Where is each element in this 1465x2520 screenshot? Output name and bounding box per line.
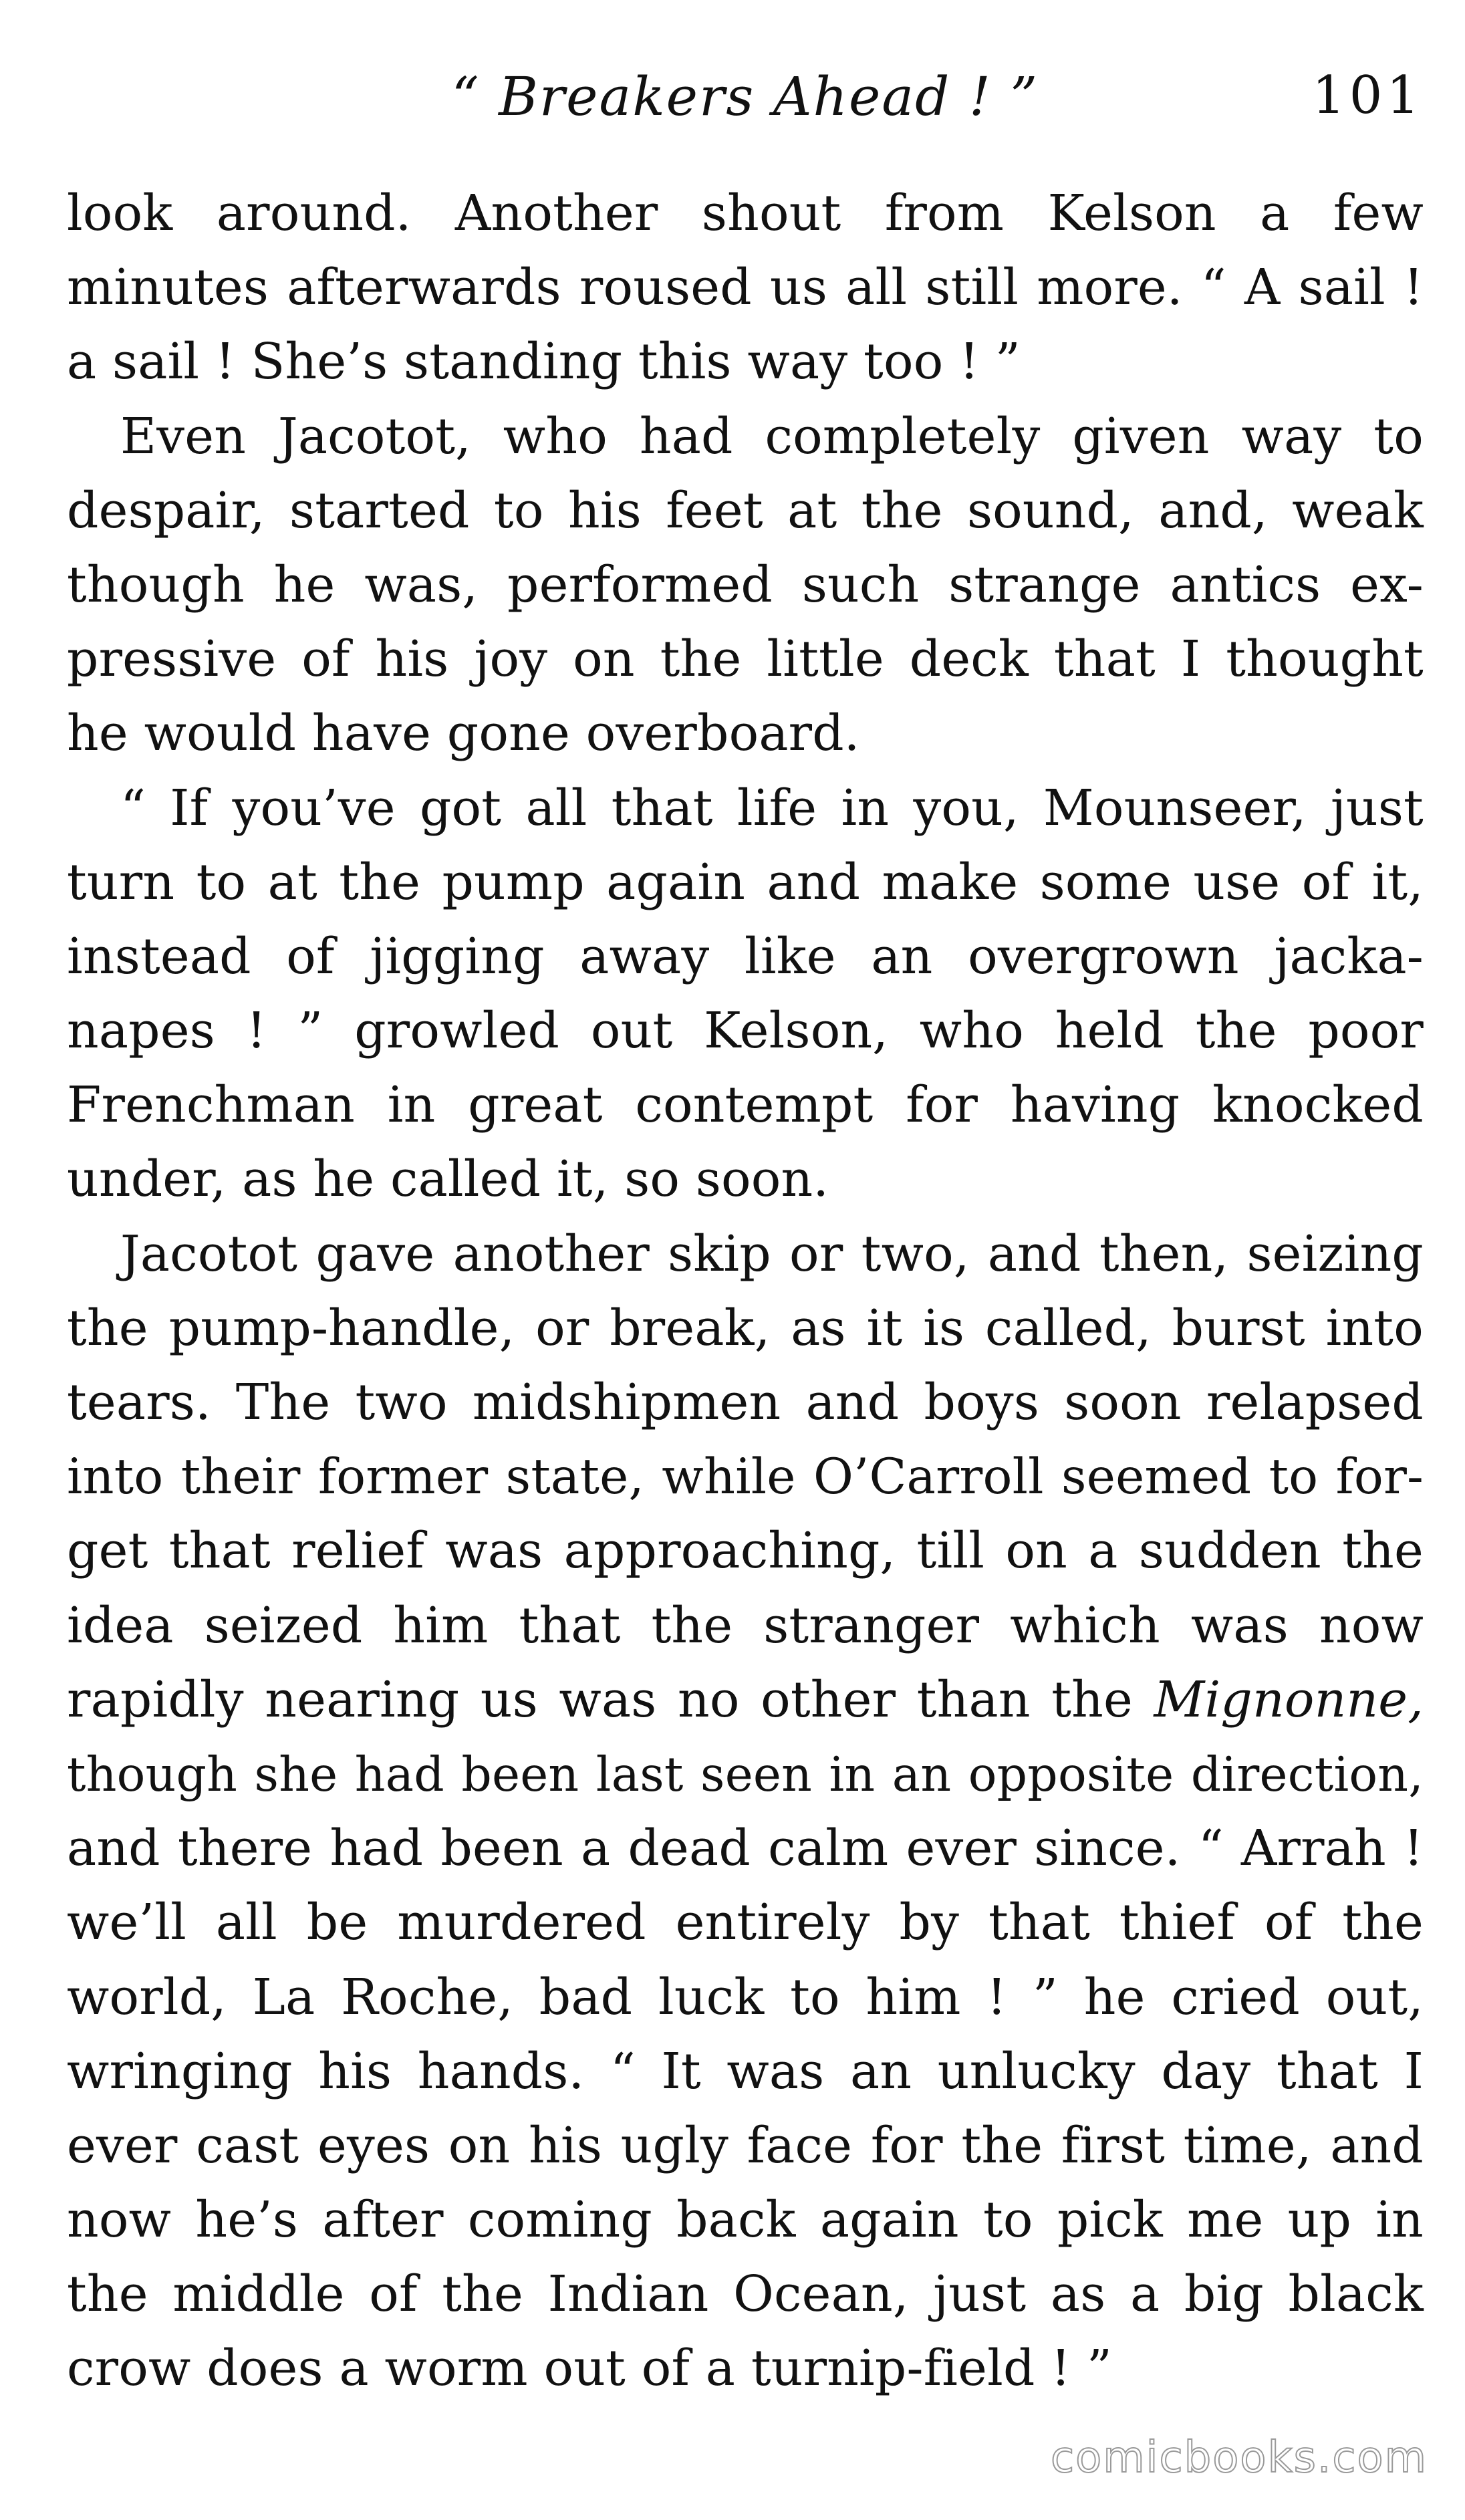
text-line: tears. The two midshipmen and boys soon relapsed xyxy=(67,1374,1424,1431)
text-line: despair, started to his feet at the sound, and, weak xyxy=(67,481,1424,539)
text-line: Frenchman in great contempt for having knocked xyxy=(67,1076,1424,1134)
text-line: get that relief was approaching, till on a sudden the xyxy=(67,1522,1424,1580)
text-line: though he was, performed such strange antics ex- xyxy=(67,555,1424,614)
text-line: Jacotot gave another skip or two, and then, seizing xyxy=(120,1225,1424,1283)
running-title: “ Breakers Ahead ! ” xyxy=(451,66,1039,128)
text-line: we’ll all be murdered entirely by that thief of the xyxy=(67,1894,1424,1952)
text-line: look around. Another shout from Kelson a few xyxy=(67,184,1424,242)
text-line: pressive of his joy on the little deck that I thought xyxy=(67,630,1424,688)
body-text xyxy=(67,176,1424,2406)
text-line: instead of jigging away like an overgrown jacka- xyxy=(67,927,1424,985)
text-line: turn to at the pump again and make some use of it, xyxy=(67,853,1424,911)
page-header xyxy=(67,53,1424,134)
text-line: idea seized him that the stranger which was now xyxy=(67,1596,1424,1654)
text-line: under, as he called it, so soon. xyxy=(67,1150,829,1209)
text-line: the pump-handle, or break, as it is called, burst into xyxy=(67,1299,1424,1357)
text-line: napes ! ” growled out Kelson, who held the poor xyxy=(67,1002,1424,1060)
text-line: crow does a worm out of a turnip-field ! ” xyxy=(67,2340,1112,2398)
text-line: minutes afterwards roused us all still more. “ A sail ! xyxy=(67,259,1424,317)
text-line: rapidly nearing us was no other than the Mignonne, xyxy=(67,1670,1424,1729)
text-line: now he’s after coming back again to pick me up in xyxy=(67,2191,1424,2249)
text-line: Even Jacotot, who had completely given way to xyxy=(120,407,1424,465)
text-line: though she had been last seen in an opposite direction, xyxy=(67,1746,1424,1802)
text-line: “ If you’ve got all that life in you, Mounseer, just xyxy=(120,779,1424,837)
text-line: the middle of the Indian Ocean, just as a big black xyxy=(67,2265,1424,2323)
text-line: world, La Roche, bad luck to him ! ” he cried out, xyxy=(67,1968,1424,2026)
text-line: ever cast eyes on his ugly face for the first time, and xyxy=(67,2116,1424,2174)
watermark: comicbooks.com xyxy=(1050,2433,1428,2483)
text-line: a sail ! She’s standing this way too ! ” xyxy=(67,333,1021,391)
page-number: 101 xyxy=(1312,66,1424,126)
text-line: he would have gone overboard. xyxy=(67,705,860,763)
text-line: wringing his hands. “ It was an unlucky day that I xyxy=(67,2042,1424,2100)
text-line: into their former state, while O’Carroll seemed to for- xyxy=(67,1448,1424,1506)
text-line: and there had been a dead calm ever since. “ Arrah ! xyxy=(67,1819,1424,1878)
